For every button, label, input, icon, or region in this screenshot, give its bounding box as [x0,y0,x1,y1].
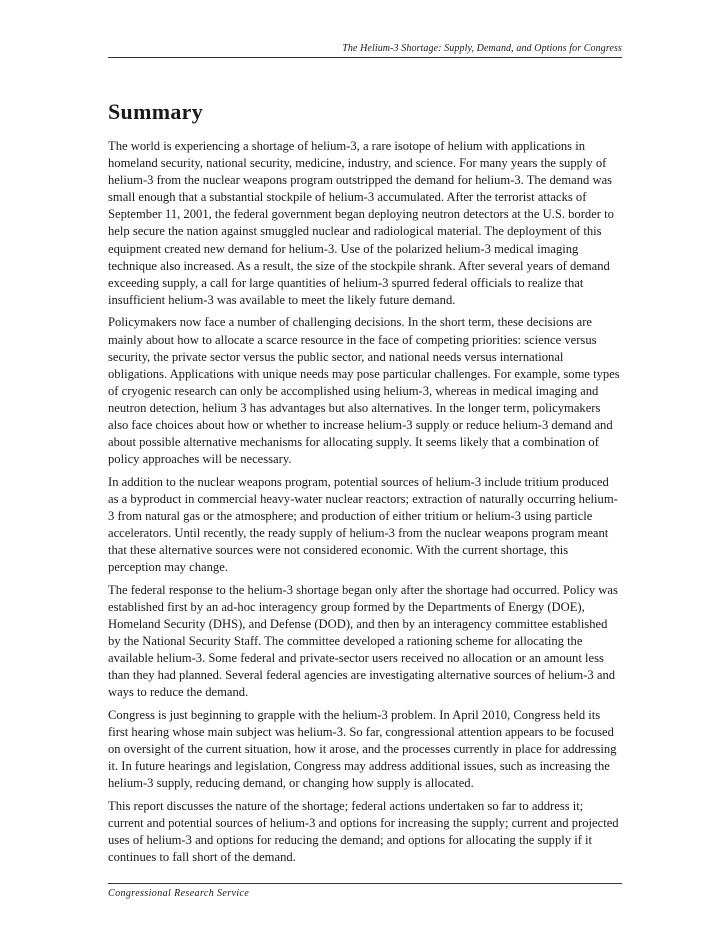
paragraph-2: Policymakers now face a number of challenging decisions. In the short term, these decisions are mainly about how to allocate a scarce resource in the face of competing priorities: science versus security, the private sector versus the public sector, and national needs versus international obligations. Applications with unique needs may pose particular challenges. For example, some types of cryogenic research can only be accomplished using helium-3, whereas in medical imaging and neutron detection, helium 3 has advantages but also alternatives. In the longer term, policymakers also face choices about how or whether to increase helium-3 supply or reduce helium-3 demand and about possible alternative mechanisms for allocating supply. It seems likely that a combination of policy approaches will be necessary. [108,315,620,467]
paragraph-4: The federal response to the helium-3 shortage began only after the shortage had occurred. Policy was established first by an ad-hoc interagency group formed by the Departments of Energy (DOE), Homeland Security (DHS), and Defense (DOD), and then by an interagency committee established by the National Security Staff. The committee developed a rationing scheme for allocating the available helium-3. Some federal and private-sector users received no allocation or an amount less than they had planned. Several federal agencies are investigating alternative sources of helium-3 and ways to reduce the demand. [108,582,618,700]
section-body [108,138,622,872]
paragraph-1: The world is experiencing a shortage of helium-3, a rare isotope of helium with applications in homeland security, national security, medicine, industry, and science. For many years the supply of helium-3 from the nuclear weapons program outstripped the demand for helium-3. The demand was small enough that a substantial stockpile of helium-3 accumulated. After the terrorist attacks of September 11, 2001, the federal government began deploying neutron detectors at the U.S. border to help secure the nation against smuggled nuclear and radiological material. The deployment of this equipment created new demand for helium-3. Use of the polarized helium-3 medical imaging technique also increased. As a result, the size of the stockpile shrank. After several years of demand exceeding supply, a call for large quantities of helium-3 spurred federal officials to realize that insufficient helium-3 was available to meet the likely future demand. [108,139,614,307]
running-footer: Congressional Research Service [108,888,250,899]
paragraph-3: In addition to the nuclear weapons program, potential sources of helium-3 include tritium produced as a byproduct in commercial heavy-water nuclear reactors; extraction of naturally occurring helium-3 from natural gas or the atmosphere; and production of either tritium or helium-3 using particle accelerators. Until recently, the ready supply of helium-3 from the nuclear weapons program meant that these alternative sources were not considered economic. With the current shortage, this perception may change. [108,474,618,575]
footer-rule [108,883,622,884]
paragraph-6: This report discusses the nature of the shortage; federal actions undertaken so far to address it; current and potential sources of helium-3 and options for increasing the supply; current and projected uses of helium-3 and options for reducing the demand; and options for allocating the supply if it continues to fall short of the demand. [108,798,619,865]
running-header: The Helium-3 Shortage: Supply, Demand, and Options for Congress [342,43,622,54]
paragraph-5: Congress is just beginning to grapple with the helium-3 problem. In April 2010, Congress held its first hearing whose main subject was helium-3. So far, congressional attention appears to be focused on oversight of the current situation, how it arose, and the processes currently in place for addressing it. In future hearings and legislation, Congress may address additional issues, such as increasing the helium-3 supply, reducing demand, or changing how supply is allocated. [108,708,617,791]
header-rule [108,57,622,58]
section-heading: Summary [108,99,203,124]
